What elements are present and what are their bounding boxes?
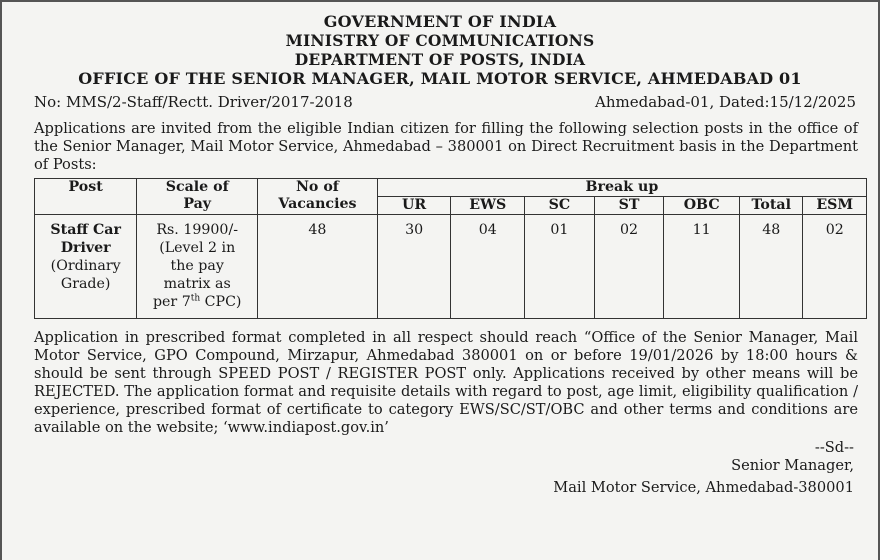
cell-ews: 04 bbox=[451, 215, 525, 319]
cell-ur: 30 bbox=[377, 215, 451, 319]
table-header-row bbox=[35, 179, 867, 197]
reference-number: No: MMS/2-Staff/Rectt. Driver/2017-2018 bbox=[34, 93, 353, 111]
reference-line bbox=[34, 93, 856, 111]
cell-obc: 11 bbox=[664, 215, 740, 319]
signature-block bbox=[14, 439, 854, 497]
cell-vacancies: 48 bbox=[258, 215, 378, 319]
signature-office: Mail Motor Service, Ahmedabad-380001 bbox=[553, 479, 854, 496]
cell-post: Staff Car Driver (Ordinary Grade) bbox=[35, 215, 137, 319]
header-ur: UR bbox=[377, 197, 451, 215]
header-office: OFFICE OF THE SENIOR MANAGER, MAIL MOTOR SERVICE, AHMEDABAD 01 bbox=[78, 69, 802, 88]
header-vacancies: No of Vacancies bbox=[258, 179, 378, 215]
place-date: Ahmedabad-01, Dated:15/12/2025 bbox=[595, 93, 856, 111]
header-sc: SC bbox=[525, 197, 595, 215]
instructions-paragraph: Application in prescribed format completed in all respect should reach “Office of the Senior Manager, Mail Motor Service, GPO Compound, Mirzapur, Ahmedabad 380001 on or before 19/01/2026 by 18:00 hours & should be sent through SPEED POST / REGISTER POST only. Applications received by other means will be REJECTED. The application format and requisite details with regard to post, age limit, eligibility qualification / experience, prescribed format of certificate to category EWS/SC/ST/OBC and other terms and conditions are available on the website; ‘www.indiapost.gov.in’ bbox=[34, 329, 858, 436]
cell-total: 48 bbox=[740, 215, 803, 319]
header-breakup: Break up bbox=[377, 179, 866, 197]
header-government: GOVERNMENT OF INDIA bbox=[323, 12, 557, 31]
header-obc: OBC bbox=[664, 197, 740, 215]
notice-header bbox=[14, 12, 866, 88]
header-total: Total bbox=[740, 197, 803, 215]
header-st: ST bbox=[594, 197, 664, 215]
intro-paragraph: Applications are invited from the eligible Indian citizen for filling the following selection posts in the office of the Senior Manager, Mail Motor Service, Ahmedabad – 380001 on Direct Recruitment basis in the Department of Posts: bbox=[34, 120, 858, 173]
header-post: Post bbox=[35, 179, 137, 215]
cell-scale-of-pay: Rs. 19900/- (Level 2 in the pay matrix as per 7th CPC) bbox=[137, 215, 258, 319]
signature-sd: --Sd-- bbox=[814, 439, 854, 456]
cell-st: 02 bbox=[594, 215, 664, 319]
header-esm: ESM bbox=[803, 197, 867, 215]
header-ministry: MINISTRY OF COMMUNICATIONS bbox=[285, 31, 595, 50]
table-row bbox=[35, 215, 867, 319]
header-scale-of-pay: Scale of Pay bbox=[137, 179, 258, 215]
vacancy-table bbox=[34, 178, 867, 319]
cell-sc: 01 bbox=[525, 215, 595, 319]
header-department: DEPARTMENT OF POSTS, INDIA bbox=[294, 50, 586, 69]
cell-esm: 02 bbox=[803, 215, 867, 319]
signature-designation: Senior Manager, bbox=[731, 457, 854, 474]
header-ews: EWS bbox=[451, 197, 525, 215]
